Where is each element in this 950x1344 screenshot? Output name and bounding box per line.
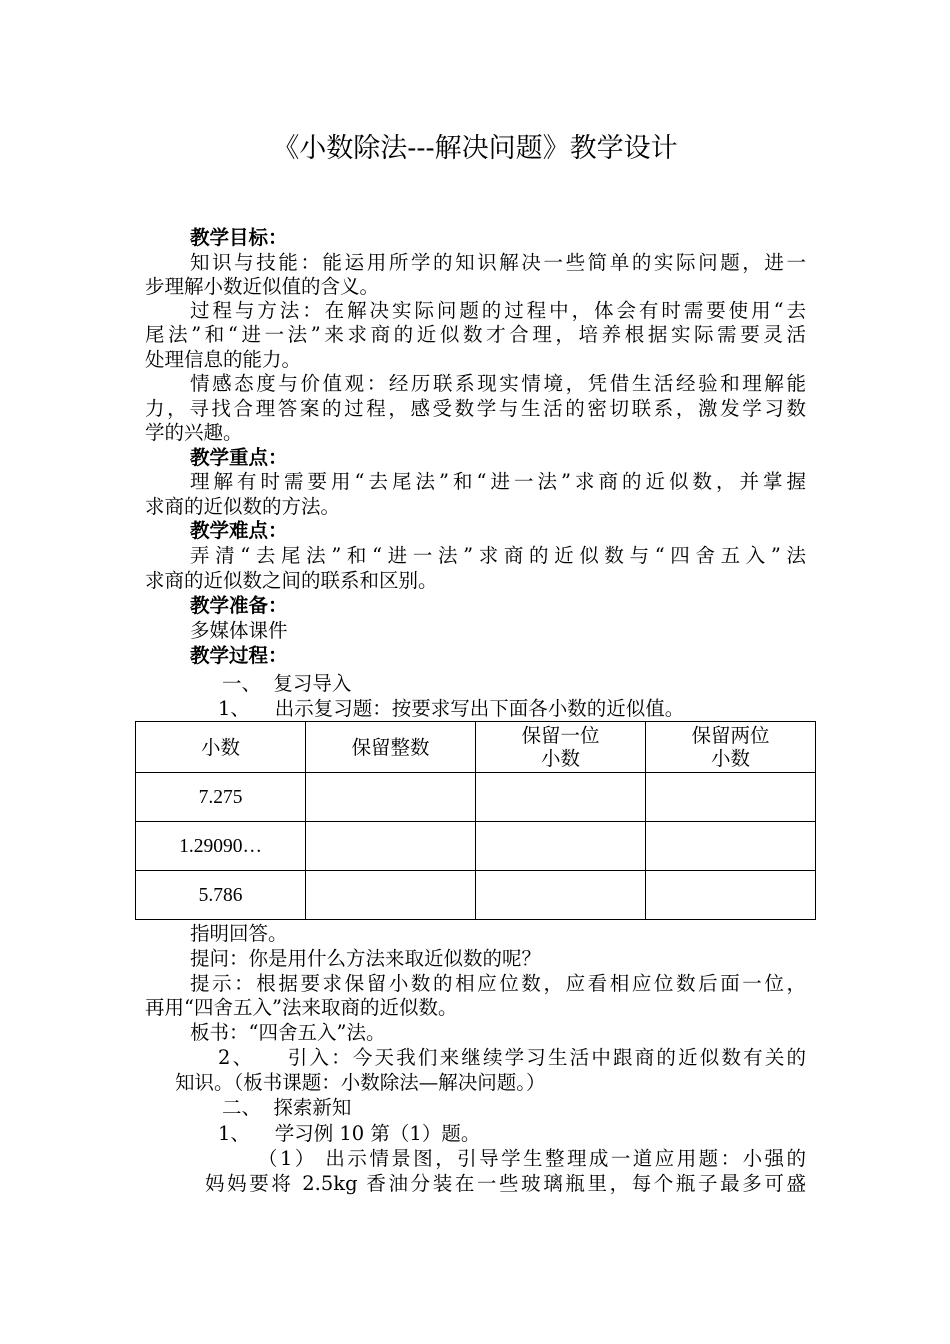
table-row	[136, 822, 816, 871]
table-cell	[476, 871, 646, 920]
key-points-line-1: 理解有时需要用“去尾法”和“进一法”求商的近似数，并掌握	[190, 470, 806, 493]
header-integer: 保留整数	[306, 722, 476, 773]
key-points-line-2: 求商的近似数的方法。	[145, 495, 341, 518]
table-cell	[306, 773, 476, 822]
key-points-heading: 教学重点：	[190, 446, 288, 469]
table-row	[136, 871, 816, 920]
process-line-3: 处理信息的能力。	[145, 348, 302, 371]
example-item-1: 1、 学习例 10 第（1）题。	[218, 1122, 481, 1145]
attitude-line-2: 力，寻找合理答案的过程，感受数学与生活的密切联系，激发学习数	[145, 397, 806, 420]
difficulties-heading: 教学难点：	[190, 519, 288, 542]
table-cell	[476, 773, 646, 822]
document-title: 《小数除法---解决问题》教学设计	[272, 133, 678, 164]
answer-line: 指明回答。	[190, 922, 288, 945]
intro-line-2: 知识。（板书课题：小数除法—解决问题。）	[175, 1071, 546, 1094]
knowledge-line-2: 步理解小数近似值的含义。	[145, 275, 380, 298]
attitude-line-1: 情感态度与价值观：经历联系现实情境，凭借生活经验和理解能	[190, 372, 806, 395]
table-cell	[646, 822, 816, 871]
review-item-1: 1、 出示复习题：按要求写出下面各小数的近似值。	[218, 697, 685, 720]
table-cell	[646, 871, 816, 920]
hint-line-2: 再用“四舍五入”法来取商的近似数。	[145, 996, 458, 1019]
difficulties-line-2: 求商的近似数之间的联系和区别。	[145, 569, 438, 592]
table-cell	[306, 871, 476, 920]
table-cell	[306, 822, 476, 871]
table-cell-decimal: 7.275	[136, 773, 306, 822]
header-decimal: 小数	[136, 722, 306, 773]
difficulties-line-1: 弄清“去尾法”和“进一法”求商的近似数与“四舍五入”法	[190, 544, 806, 567]
header-two-places: 保留两位 小数	[646, 722, 816, 773]
hint-line-1: 提示：根据要求保留小数的相应位数，应看相应位数后面一位，	[190, 972, 806, 995]
knowledge-line-1: 知识与技能：能运用所学的知识解决一些简单的实际问题，进一	[190, 251, 806, 274]
attitude-line-3: 学的兴趣。	[145, 421, 243, 444]
board-line: 板书：“四舍五入”法。	[190, 1021, 386, 1044]
review-table	[135, 721, 816, 920]
header-one-place: 保留一位 小数	[476, 722, 646, 773]
section-explore: 二、 探索新知	[222, 1096, 352, 1119]
process-line-1: 过程与方法：在解决实际问题的过程中，体会有时需要使用“去	[190, 299, 806, 322]
intro-line-1: 2、 引入：今天我们来继续学习生活中跟商的近似数有关的	[218, 1046, 806, 1069]
section-review: 一、 复习导入	[222, 672, 352, 695]
preparation-heading: 教学准备：	[190, 594, 288, 617]
objectives-heading: 教学目标：	[190, 226, 288, 249]
process-heading: 教学过程：	[190, 644, 288, 667]
process-line-2: 尾法”和“进一法”来求商的近似数才合理，培养根据实际需要灵活	[145, 323, 806, 346]
sub-item-1-line-1: （1） 出示情景图，引导学生整理成一道应用题：小强的	[258, 1147, 806, 1170]
question-line: 提问：你是用什么方法来取近似数的呢？	[190, 947, 542, 970]
table-cell	[476, 822, 646, 871]
table-row	[136, 773, 816, 822]
preparation-text: 多媒体课件	[190, 619, 288, 642]
table-cell-decimal: 1.29090…	[136, 822, 306, 871]
table-cell-decimal: 5.786	[136, 871, 306, 920]
sub-item-1-line-2: 妈妈要将 2.5kg 香油分装在一些玻璃瓶里，每个瓶子最多可盛	[205, 1172, 806, 1195]
table-header-row	[136, 722, 816, 773]
table-cell	[646, 773, 816, 822]
